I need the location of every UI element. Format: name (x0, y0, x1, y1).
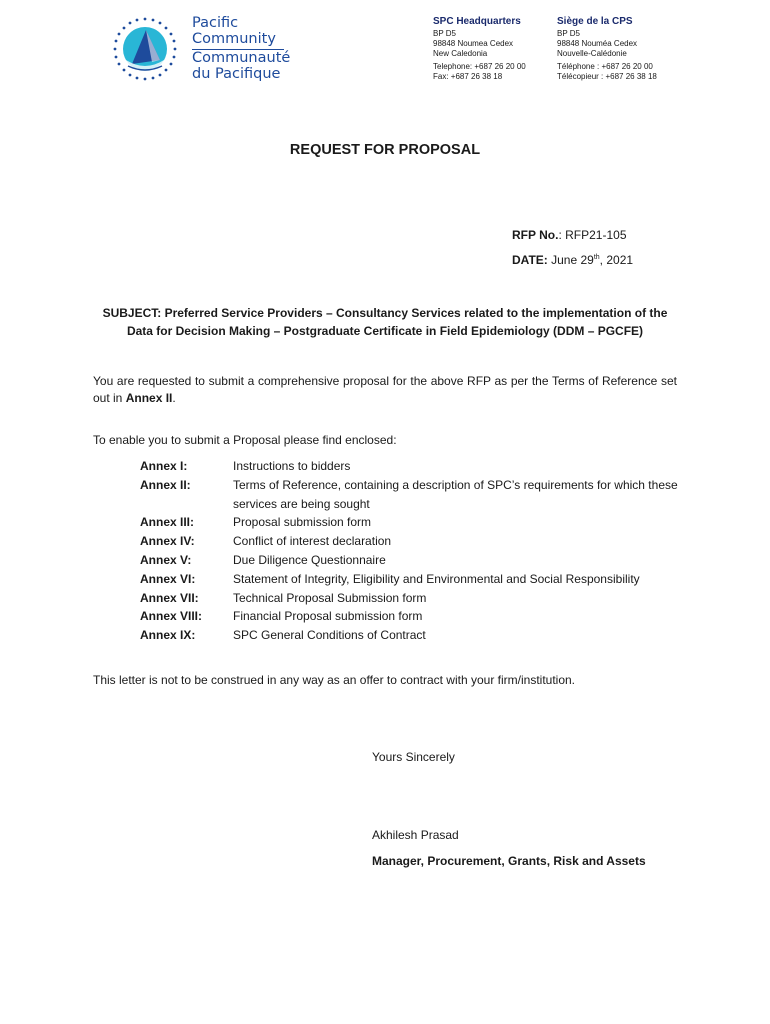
list-item (140, 607, 700, 626)
spc-logo (112, 14, 292, 84)
list-item (140, 589, 700, 608)
enclosed-paragraph: To enable you to submit a Proposal please find enclosed: (93, 433, 397, 447)
hq-fax: Fax: +687 26 38 18 (433, 72, 503, 81)
list-item (140, 570, 700, 589)
subject-line-1: SUBJECT: Preferred Service Providers – Consultancy Services related to the implementation of the (102, 306, 668, 320)
annex-text: Instructions to bidders (233, 459, 351, 473)
annex-label: Annex VII: (140, 590, 199, 605)
annex-text: Terms of Reference, containing a description of SPC’s requirements for which these services are being sought (233, 477, 678, 511)
date-year: , 2021 (599, 253, 634, 267)
list-item (140, 626, 700, 645)
logo-line-pacific: Pacific (192, 15, 239, 31)
closing: Yours Sincerely (372, 750, 455, 764)
annex-label: Annex V: (140, 552, 192, 567)
document-title: REQUEST FOR PROPOSAL (289, 142, 481, 158)
annex-text: Statement of Integrity, Eligibility and Environmental and Social Responsibility (233, 571, 640, 586)
annex-text: Financial Proposal submission form (233, 609, 423, 624)
hq-address-line: 98848 Noumea Cedex (433, 39, 514, 48)
annex-label: Annex VIII: (140, 609, 203, 624)
hq-address-french (557, 15, 657, 82)
annex-label: Annex I: (140, 459, 188, 473)
hq-fax-fr: Télécopieur : +687 26 38 18 (557, 72, 657, 81)
document-date (512, 253, 633, 267)
list-item (140, 476, 700, 514)
annex-text: Conflict of interest declaration (233, 534, 392, 549)
annex-label: Annex IV: (140, 534, 195, 549)
hq-address-line-fr: BP D5 (557, 29, 580, 38)
hq-address-line-fr: 98848 Nouméa Cedex (557, 39, 638, 48)
annex-label: Annex IX: (140, 628, 196, 643)
annex-label: Annex VI: (140, 571, 196, 586)
rfp-label: RFP No. (512, 228, 559, 242)
list-item (140, 457, 700, 476)
annex-label: Annex II: (140, 477, 191, 492)
annex-label: Annex III: (140, 515, 195, 530)
list-item (140, 551, 700, 570)
rfp-number (512, 228, 627, 242)
annex-text: Proposal submission form (233, 515, 372, 530)
annex-text: SPC General Conditions of Contract (233, 628, 426, 643)
subject (93, 304, 677, 340)
hq-phone-fr: Téléphone : +687 26 20 00 (557, 62, 653, 71)
rfp-value: : RFP21-105 (558, 228, 627, 242)
hq-phone: Telephone: +687 26 20 00 (433, 62, 526, 71)
hq-address-line: BP D5 (433, 29, 456, 38)
hq-address-line-fr: Nouvelle-Calédonie (557, 49, 627, 58)
spc-emblem-icon (112, 16, 178, 82)
disclaimer-paragraph: This letter is not to be construed in any way as an offer to contract with your firm/institution. (93, 673, 576, 687)
intro-paragraph (93, 373, 677, 407)
logo-line-du-pacifique: du Pacifique (192, 65, 281, 82)
intro-annex-ref: Annex II (125, 391, 173, 405)
annex-text: Technical Proposal Submission form (233, 590, 427, 605)
date-label: DATE: (512, 253, 548, 267)
list-item (140, 513, 700, 532)
signatory-position: Manager, Procurement, Grants, Risk and Assets (372, 854, 646, 868)
annex-list (140, 457, 700, 645)
logo-line-communaute: Communauté (192, 50, 291, 66)
logo-line-community: Community (192, 30, 276, 47)
hq-heading-fr: Siège de la CPS (557, 16, 633, 27)
intro-end: . (172, 391, 176, 405)
list-item (140, 532, 700, 551)
hq-heading: SPC Headquarters (433, 16, 521, 27)
hq-address-english (433, 15, 526, 82)
intro-text: You are requested to submit a comprehensive proposal for the above RFP as per the Terms of Reference set out in (93, 374, 677, 405)
annex-text: Due Diligence Questionnaire (233, 552, 386, 567)
hq-address-line: New Caledonia (433, 49, 488, 58)
date-suffix: th (593, 254, 600, 261)
signatory-name: Akhilesh Prasad (372, 828, 459, 842)
subject-line-2: Data for Decision Making – Postgraduate Certificate in Field Epidemiology (DDM – PGCFE) (126, 324, 644, 338)
date-prefix: June 29 (547, 253, 594, 267)
